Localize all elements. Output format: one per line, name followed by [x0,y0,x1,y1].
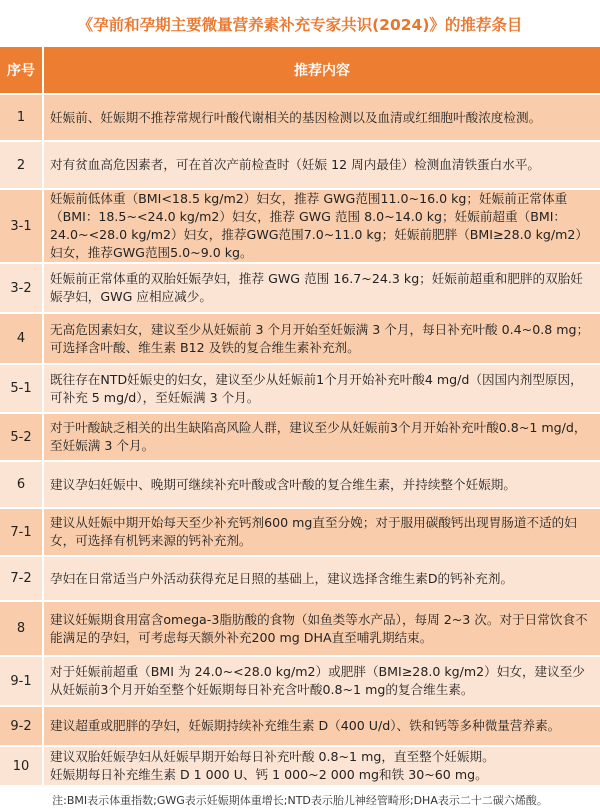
table-row [0,461,600,508]
table-row [0,189,600,263]
row-text: 妊娠前低体重（BMI<18.5 kg/m2）妇女，推荐 GWG范围11.0~16.0 kg；妊娠前正常体重（BMI：18.5~<24.0 kg/m2）妇女，推荐 GWG 范围 8.0~14.0 kg；妊娠前超重（BMI：24.0~<28.0 kg/m2）妇女，推荐GWG范围7.0~11.0 kg；妊娠前肥胖（BMI≥28.0 kg/m2）妇女，推荐GWG范围5.0~9.0 kg。 [43,189,600,263]
table-row [0,508,600,556]
row-text-line2: 妊娠期每日补充维生素 D 1 000 U、钙 1 000~2 000 mg和铁 30~60 mg。 [50,767,488,782]
row-text-line1: 建议双胎妊娠孕妇从妊娠早期开始每日补充叶酸 0.8~1 mg，直至整个妊娠期。 [50,749,495,764]
row-num: 3-2 [0,263,43,313]
table-row [0,94,600,141]
row-text: 孕妇在日常适当户外活动获得充足日照的基础上，建议选择含维生素D的钙补充剂。 [43,556,600,601]
row-num: 5-2 [0,413,43,461]
table-row [0,656,600,706]
row-text: 建议孕妇妊娠中、晚期可继续补充叶酸或含叶酸的复合维生素，并持续整个妊娠期。 [43,461,600,508]
row-text: 对于叶酸缺乏相关的出生缺陷高风险人群，建议至少从妊娠前3个月开始补充叶酸0.8~1 mg/d，至妊娠满 3 个月。 [43,413,600,461]
row-text: 建议超重或肥胖的孕妇，妊娠期持续补充维生素 D（400 U/d）、铁和钙等多种微量营养素。 [43,706,600,746]
row-text: 妊娠前正常体重的双胎妊娠孕妇，推荐 GWG 范围 16.7~24.3 kg；妊娠前超重和肥胖的双胎妊娠孕妇，GWG 应相应减少。 [43,263,600,313]
table-row [0,263,600,313]
row-num: 4 [0,313,43,364]
row-num: 3-1 [0,189,43,263]
row-text: 无高危因素妇女，建议至少从妊娠前 3 个月开始至妊娠满 3 个月，每日补充叶酸 0.4~0.8 mg；可选择含叶酸、维生素 B12 及铁的复合维生素补充剂。 [43,313,600,364]
row-num: 8 [0,601,43,656]
table-row [0,746,600,786]
row-num: 6 [0,461,43,508]
header-num: 序号 [0,47,43,94]
table-header-row [0,47,600,94]
table-row [0,364,600,413]
row-text: 对有贫血高危因素者，可在首次产前检查时（妊娠 12 周内最佳）检测血清铁蛋白水平。 [43,141,600,189]
row-text: 妊娠前、妊娠期不推荐常规行叶酸代谢相关的基因检测以及血清或红细胞叶酸浓度检测。 [43,94,600,141]
row-num: 9-1 [0,656,43,706]
row-num: 5-1 [0,364,43,413]
row-num: 1 [0,94,43,141]
row-text [43,746,600,786]
row-num: 7-2 [0,556,43,601]
table-row [0,313,600,364]
header-content: 推荐内容 [43,47,600,94]
table-row [0,706,600,746]
row-text: 既往存在NTD妊娠史的妇女，建议至少从妊娠前1个月开始补充叶酸4 mg/d（因国内剂型原因，可补充 5 mg/d），至妊娠满 3 个月。 [43,364,600,413]
row-num: 9-2 [0,706,43,746]
row-text: 建议从妊娠中期开始每天至少补充钙剂600 mg直至分娩；对于服用碳酸钙出现胃肠道不适的妇女，可选择有机钙来源的钙补充剂。 [43,508,600,556]
row-num: 10 [0,746,43,786]
recommendation-table [0,47,600,787]
footnote: 注:BMI表示体重指数;GWG表示妊娠期体重增长;NTD表示胎儿神经管畸形;DHA表示二十二碳六烯酸。 [52,793,548,807]
document-title: 《孕前和孕期主要微量营养素补充专家共识(2024)》的推荐条目 [77,15,523,34]
table-row [0,556,600,601]
table-row [0,141,600,189]
table-row [0,413,600,461]
table-row [0,601,600,656]
row-num: 2 [0,141,43,189]
row-text: 建议妊娠期食用富含omega-3脂肪酸的食物（如鱼类等水产品），每周 2~3 次。对于日常饮食不能满足的孕妇，可考虑每天额外补充200 mg DHA直至哺乳期结束。 [43,601,600,656]
row-text: 对于妊娠前超重（BMI 为 24.0~<28.0 kg/m2）或肥胖（BMI≥28.0 kg/m2）妇女，建议至少从妊娠前3个月开始至整个妊娠期每日补充含叶酸0.8~1 mg的复合维生素。 [43,656,600,706]
row-num: 7-1 [0,508,43,556]
